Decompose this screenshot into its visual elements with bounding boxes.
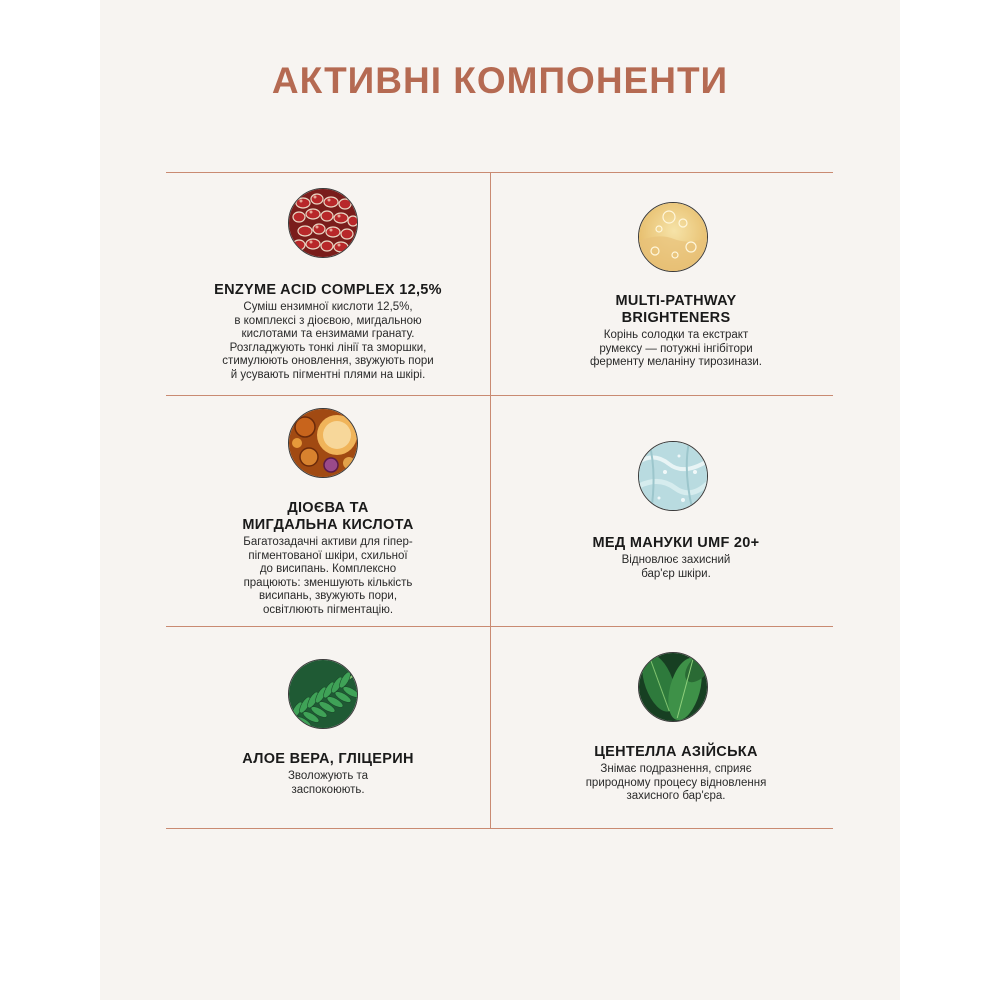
ingredient-multi-pathway-brighteners (514, 293, 838, 370)
ingredient-heading: ДІОЄВА ТА МИГДАЛЬНА КИСЛОТА (242, 500, 414, 533)
divider-row-2 (166, 626, 833, 627)
divider-row-1 (166, 395, 833, 396)
ingredient-heading: АЛОЕ ВЕРА, ГЛІЦЕРИН (242, 751, 414, 767)
gel-texture-icon (638, 441, 708, 511)
ingredient-description: Суміш ензимної кислоти 12,5%, в комплексі з діоєвою, мигдальною кислотами та ензимами гранату. Розгладжують тонкі лінії та зморшки, стимулюють оновлення, звужують пори й усувають пігментні плями на шкірі. (222, 301, 434, 381)
green-leaves-icon (638, 652, 708, 722)
ingredient-description: Багатозадачні активи для гіпер- пігментованої шкіри, схильної до висипань. Комплексно працюють: зменшують кількість висипань, звужують пори, освітлюють пігментацію. (243, 536, 413, 616)
ingredient-heading: MULTI-PATHWAY BRIGHTENERS (615, 293, 737, 326)
ingredient-heading: ЦЕНТЕЛЛА АЗІЙСЬКА (594, 744, 758, 760)
divider-vertical (490, 172, 491, 828)
ingredient-manuka-honey (514, 535, 838, 581)
ingredient-heading: ENZYME ACID COMPLEX 12,5% (214, 282, 442, 298)
ingredient-enzyme-acid-complex (166, 282, 490, 382)
page-title: АКТИВНІ КОМПОНЕНТИ (271, 60, 729, 101)
ingredient-description: Корінь солодки та екстракт румексу — потужні інгібітори ферменту меланіну тирозинази. (589, 329, 763, 368)
ingredient-aloe-vera-glycerin (166, 751, 490, 797)
oil-drops-icon (638, 202, 708, 272)
ingredient-description: Зволожують та заспокоюють. (287, 770, 369, 796)
pomegranate-icon (288, 188, 358, 258)
ingredient-description: Знімає подразнення, сприяє природному процесу відновлення захисного бар'єра. (585, 763, 767, 802)
ingredient-centella-asiatica (514, 744, 838, 804)
divider-top (166, 172, 833, 173)
ingredient-heading: МЕД МАНУКИ UMF 20+ (592, 535, 760, 551)
fern-leaf-icon (288, 659, 358, 729)
divider-bottom (166, 828, 833, 829)
ingredient-dioic-mandelic-acid (166, 500, 490, 617)
amber-bubbles-icon (288, 408, 358, 478)
ingredient-description: Відновлює захисний бар'єр шкіри. (621, 554, 731, 580)
